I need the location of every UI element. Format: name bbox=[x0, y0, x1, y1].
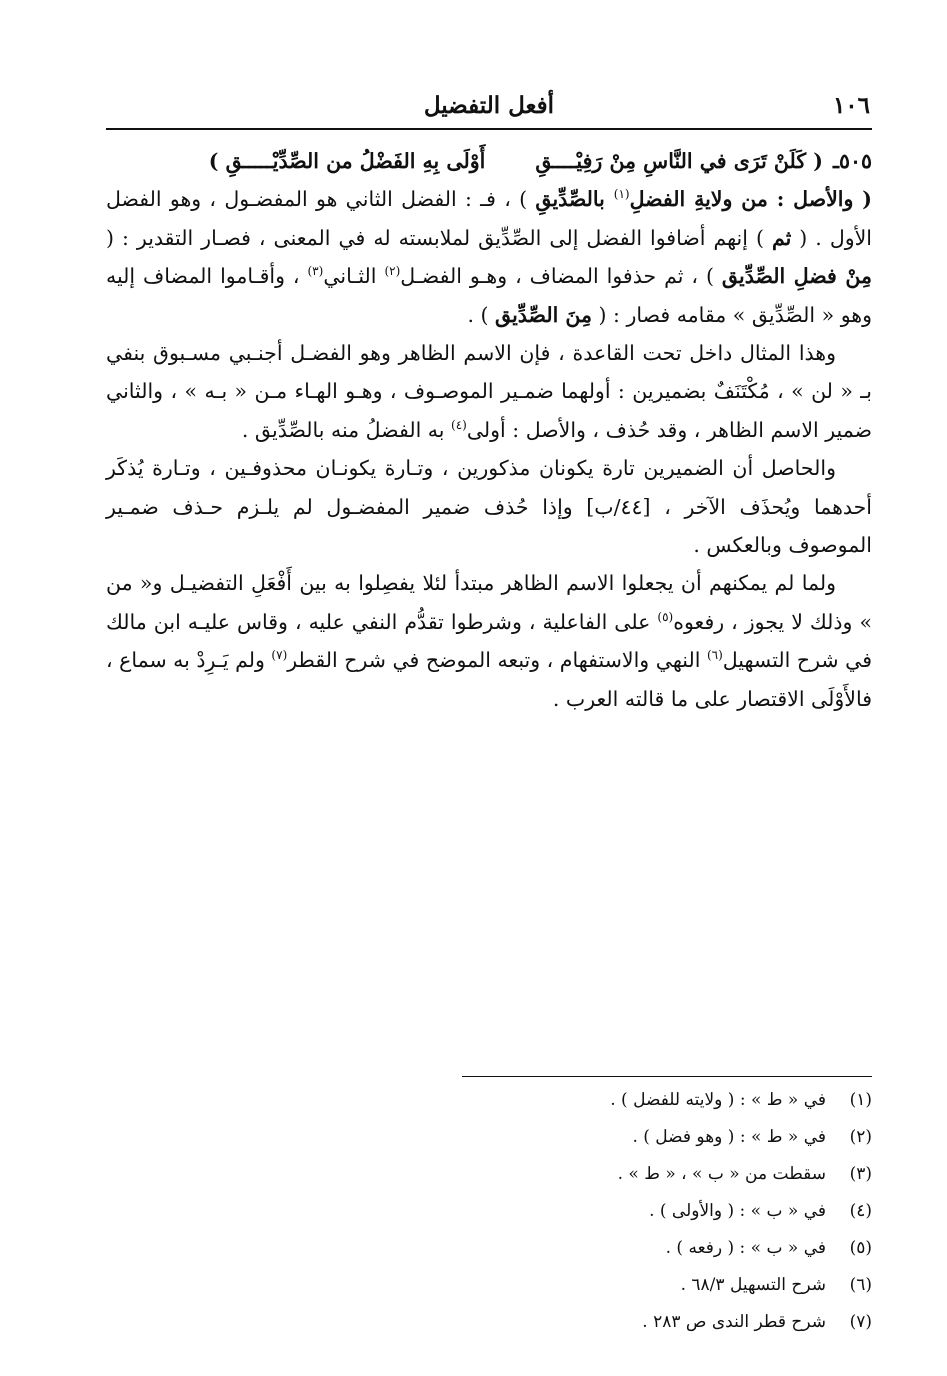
footnote-marker[interactable]: (١) bbox=[613, 187, 630, 202]
text-run: ، وأقـاموا المضاف إليه وهو « الصِّدِّيق » مقامه فصار : ( bbox=[106, 264, 872, 327]
footnote-text: في « ب » : ( والأولى ) . bbox=[649, 1201, 826, 1221]
footnote bbox=[106, 1312, 872, 1349]
footnote-number: (٥) bbox=[849, 1238, 872, 1258]
footnote-rule bbox=[462, 1076, 872, 1077]
footnote-text: سقطت من « ب » ، « ط » . bbox=[617, 1164, 826, 1184]
footnote-text: في « ط » : ( وهو فضل ) . bbox=[632, 1127, 826, 1147]
paragraph-conclusion bbox=[106, 564, 872, 718]
footnotes bbox=[106, 1090, 872, 1349]
verse-hemistich-second: أَوْلَى بِهِ الفَضْلُ من الصِّدِّيْـــــقِ ) bbox=[208, 149, 486, 173]
footnote-text: شرح التسهيل ٦٨/٣ . bbox=[680, 1275, 826, 1295]
running-title: أفعل التفضيل bbox=[423, 92, 554, 119]
footnote-number: (٧) bbox=[849, 1312, 872, 1332]
footnote-text: شرح قطر الندى ص ٢٨٣ . bbox=[642, 1312, 826, 1332]
text-run: به الفضلُ منه بالصِّدِّيق . bbox=[241, 417, 451, 442]
text-run: ) إنهم أضافوا الفضل إلى الصِّدِّيق لملابسته له في المعنى ، فصـار التقدير : ( bbox=[106, 225, 772, 250]
text-run: ولم يَـرِدْ به سماع ، فالأَوْلَى الاقتصار على ما قالته العرب . bbox=[106, 648, 872, 711]
main-text bbox=[106, 142, 872, 718]
footnote-marker[interactable]: (٤) bbox=[451, 418, 467, 433]
text-run: وهذا المثال داخل تحت القاعدة ، فإن الاسم الظاهر وهو الفضـل أجنـبي مسـبوق بنفي بـ « لن » ، مُكْتَنَفٌ بضميرين : أولهما ضمـير الموصـوف ، وهـو الهـاء مـن « بـه » ، والثاني ضمير الاسم الظاهر ، وقد حُذف ، والأصل : أولى bbox=[106, 341, 872, 442]
footnote-number: (٢) bbox=[849, 1127, 872, 1147]
footnote-marker[interactable]: (٥) bbox=[657, 610, 674, 625]
footnote-number: (٦) bbox=[849, 1275, 872, 1295]
text-run: ) ، فـ : الفضل الثاني هو المفضـول ، وهو الفضل الأول . ( bbox=[106, 187, 873, 250]
page-header bbox=[108, 92, 870, 130]
verse-number: ٥٠٥ـ bbox=[832, 149, 872, 173]
footnote-marker[interactable]: (٦) bbox=[706, 648, 723, 663]
verse-hemistich-first: ( كَلَنْ تَرَى في النَّاسِ مِنْ رَفِيْــــقِ bbox=[535, 149, 823, 173]
footnote-marker[interactable]: (٣) bbox=[307, 264, 324, 279]
text-run: الثـاني bbox=[323, 264, 385, 289]
footnote bbox=[106, 1164, 872, 1201]
header-rule bbox=[106, 128, 872, 130]
text-run: ولما لم يمكنهم أن يجعلوا الاسم الظاهر مبتدأ لئلا يفصِلوا به بين أَفْعَلِ التفضيـل و« من » وذلك لا يجوز ، رفعوه bbox=[106, 571, 872, 634]
bold-text-run: مِنْ فضلِ الصِّدِّيق bbox=[721, 264, 872, 289]
footnote bbox=[106, 1275, 872, 1312]
footnote-marker[interactable]: (٢) bbox=[384, 264, 401, 279]
text-run: ) ، ثم حذفوا المضاف ، وهـو الفضـل bbox=[400, 264, 722, 289]
footnote bbox=[106, 1238, 872, 1275]
footnote-text: في « ط » : ( ولايته للفضل ) . bbox=[610, 1090, 826, 1110]
text-run: ) . bbox=[467, 302, 495, 327]
paragraph-summary bbox=[106, 449, 872, 564]
text-run: على الفاعلية ، وشرطوا تقدُّم النفي عليه ، وقاس عليـه ابن مالك في شرح التسهيل bbox=[106, 609, 873, 673]
footnote bbox=[106, 1127, 872, 1164]
footnote bbox=[106, 1090, 872, 1127]
footnote-number: (٣) bbox=[849, 1164, 872, 1184]
footnote-number: (٤) bbox=[849, 1201, 872, 1221]
paragraph-rule bbox=[106, 334, 872, 449]
footnote bbox=[106, 1201, 872, 1238]
bold-text-run: ثم bbox=[771, 225, 792, 250]
bold-text-run: ( والأصل : من ولايةِ الفضلِ bbox=[629, 187, 872, 212]
text-run: والحاصل أن الضميرين تارة يكونان مذكورين ، وتـارة يكونـان محذوفـين ، وتـارة يُذكَر أحدهما ويُحذَف الآخر ، [٤٤/ب] وإذا حُذف ضمير المفضـول لم يلـزم حـذف ضمـير الموصوف وبالعكس . bbox=[106, 456, 873, 558]
footnote-marker[interactable]: (٧) bbox=[271, 648, 288, 663]
paragraph-explanation bbox=[106, 180, 872, 334]
bold-text-run: مِنَ الصِّدِّيق bbox=[494, 302, 592, 327]
verse-line bbox=[106, 142, 872, 180]
footnote-text: في « ب » : ( رفعه ) . bbox=[665, 1238, 826, 1258]
text-run: النهي والاستفهام ، وتبعه الموضح في شرح القطر bbox=[287, 648, 707, 673]
footnote-number: (١) bbox=[849, 1090, 872, 1110]
page-number: ١٠٦ bbox=[832, 92, 870, 119]
bold-text-run: بالصِّدِّيقِ bbox=[535, 187, 614, 212]
